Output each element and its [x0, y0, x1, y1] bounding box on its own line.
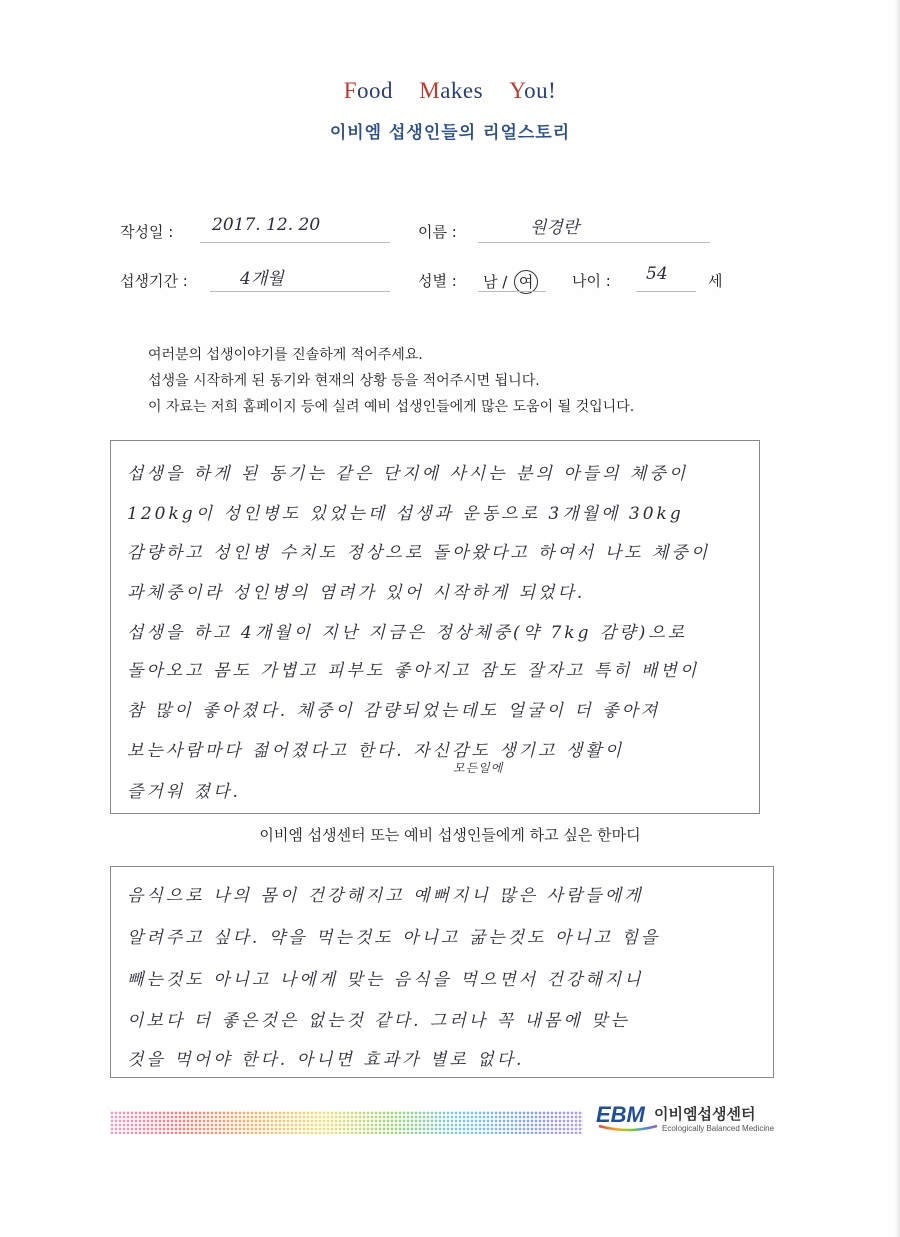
- age-value: 54: [646, 264, 668, 284]
- gender-underline: [478, 291, 546, 292]
- name-underline: [478, 242, 710, 243]
- period-value: 4개월: [240, 269, 284, 289]
- story-line: 감량하고 성인병 수치도 정상으로 돌아왔다고 하여서 나도 체중이: [127, 543, 711, 563]
- scan-edge-shadow: [894, 0, 900, 1237]
- name-value: 원경란: [530, 218, 580, 238]
- message-line: 것을 먹어야 한다. 아니면 효과가 별로 없다.: [127, 1050, 525, 1070]
- story-line: 섭생을 하게 된 동기는 같은 단지에 사시는 분의 아들의 체중이: [127, 464, 689, 484]
- gender-male: 남: [483, 273, 498, 291]
- rainbow-dot-bar: [110, 1111, 583, 1134]
- date-value: 2017. 12. 20: [212, 215, 321, 235]
- story-box: [110, 440, 760, 814]
- name-label: 이름 :: [418, 223, 457, 241]
- period-underline: [210, 291, 390, 292]
- story-line: 과체중이라 성인병의 염려가 있어 시작하게 되었다.: [127, 583, 586, 603]
- story-line: 참 많이 좋아졌다. 체중이 감량되었는데도 얼굴이 더 좋아져: [127, 701, 661, 721]
- message-line: 이보다 더 좋은것은 없는것 같다. 그러나 꼭 내몸에 맞는: [127, 1011, 630, 1031]
- gender-label: 성별 :: [418, 272, 457, 290]
- instruction-line: 여러분의 섭생이야기를 진솔하게 적어주세요.: [148, 347, 423, 363]
- gender-female-circled: 여: [514, 270, 538, 294]
- instruction-line: 이 자료는 저희 홈페이지 등에 실려 예비 섭생인들에게 많은 도움이 될 것입니다.: [148, 399, 635, 415]
- age-label: 나이 :: [572, 272, 611, 290]
- title-word-food: Food: [343, 78, 393, 103]
- header-title: [0, 78, 900, 104]
- message-line: 알려주고 싶다. 약을 먹는것도 아니고 굶는것도 아니고 힘을: [127, 928, 661, 948]
- header-subtitle: 이비엠 섭생인들의 리얼스토리: [329, 123, 571, 143]
- instructions: [148, 342, 634, 420]
- story-line: 보는사람마다 젊어졌다고 한다. 자신감도 생기고 생활이: [127, 741, 625, 761]
- gender-separator: /: [502, 273, 508, 291]
- date-underline: [200, 242, 390, 243]
- logo-swoosh-icon: [598, 1124, 658, 1132]
- title-word-makes: Makes: [419, 78, 484, 103]
- story-line: 섭생을 하고 4개월이 지난 지금은 정상체중(약 7kg 감량)으로: [127, 623, 688, 643]
- story-line: 120kg이 성인병도 있었는데 섭생과 운동으로 3개월에 30kg: [127, 504, 684, 524]
- period-label: 섭생기간 :: [120, 272, 188, 290]
- story-insert-note: 모든일에: [453, 761, 504, 775]
- age-unit: 세: [708, 272, 723, 290]
- logo-mark: EBM: [596, 1102, 645, 1127]
- message-heading: 이비엠 섭생센터 또는 예비 섭생인들에게 하고 싶은 한마디: [259, 826, 641, 844]
- logo-tagline: Ecologically Balanced Medicine: [662, 1124, 775, 1133]
- title-word-you: You!: [509, 78, 557, 103]
- story-line: 즐거워 졌다.: [127, 782, 241, 802]
- instruction-line: 섭생을 시작하게 된 동기와 현재의 상황 등을 적어주시면 됩니다.: [148, 373, 540, 389]
- message-box: [110, 866, 774, 1078]
- story-line: 돌아오고 몸도 가볍고 피부도 좋아지고 잠도 잘자고 특히 배변이: [127, 661, 700, 681]
- message-line: 음식으로 나의 몸이 건강해지고 예뻐지니 많은 사람들에게: [127, 886, 644, 906]
- message-line: 빼는것도 아니고 나에게 맞는 음식을 먹으면서 건강해지니: [127, 970, 644, 990]
- logo-name: 이비엠섭생센터: [654, 1105, 756, 1123]
- age-underline: [636, 291, 696, 292]
- date-label: 작성일 :: [120, 223, 174, 241]
- ebm-logo: [596, 1100, 776, 1140]
